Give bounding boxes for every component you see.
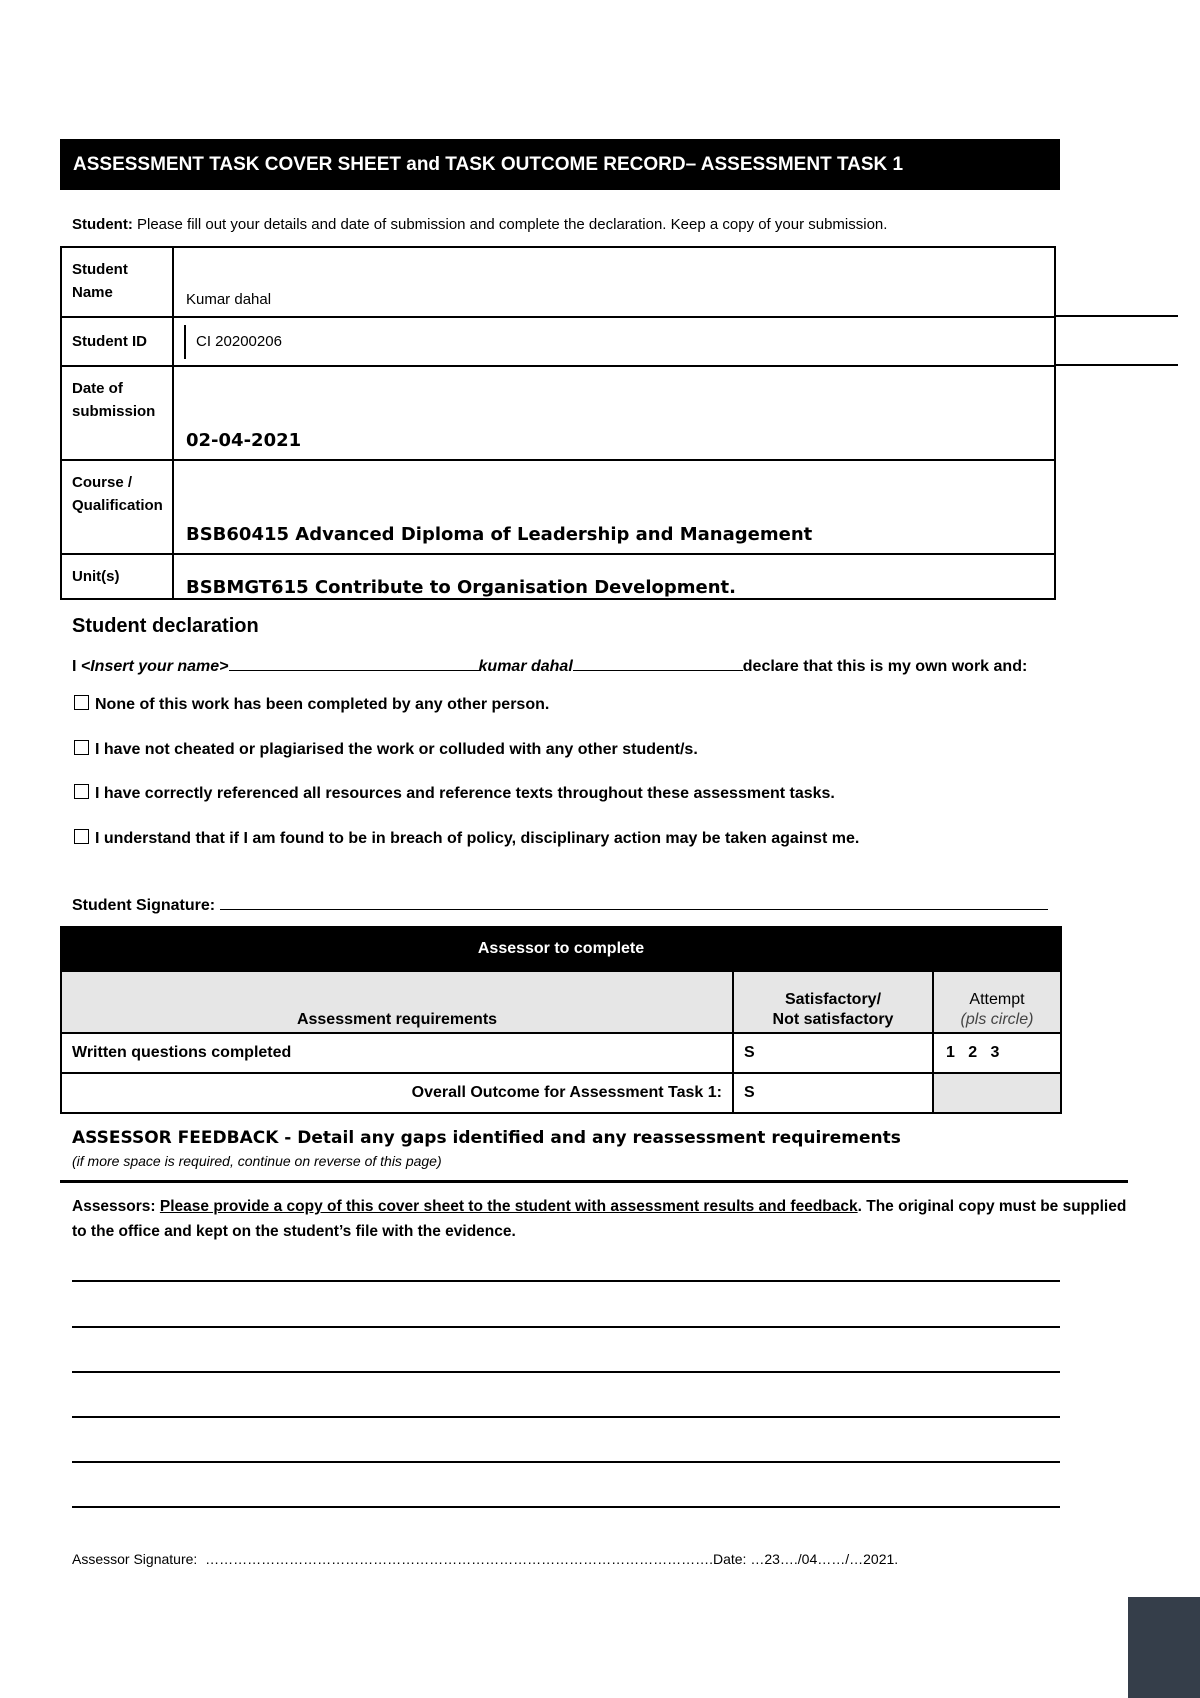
feedback-line[interactable] xyxy=(72,1461,1060,1463)
unit-label: Unit(s) xyxy=(61,554,173,599)
declaration-item-text: I have not cheated or plagiarised the work or colluded with any other student/s. xyxy=(95,741,698,758)
declaration-item xyxy=(74,829,859,848)
course-row xyxy=(61,460,1055,554)
declaration-item xyxy=(74,695,549,714)
student-signature xyxy=(72,895,1048,915)
student-name-field[interactable]: Kumar dahal xyxy=(173,247,1055,317)
student-name-label: Student Name xyxy=(61,247,173,317)
feedback-line[interactable] xyxy=(72,1280,1060,1282)
checkbox[interactable] xyxy=(74,784,89,799)
feedback-line[interactable] xyxy=(72,1416,1060,1418)
submission-date-row xyxy=(61,366,1055,460)
feedback-subheading: (if more space is required, continue on reverse of this page) xyxy=(72,1153,442,1169)
instruction-label: Student: xyxy=(72,216,133,233)
student-id-label: Student ID xyxy=(61,317,173,366)
row-attempt[interactable]: 1 2 3 xyxy=(933,1033,1061,1073)
col-attempt xyxy=(933,971,1061,1033)
name-underline-2 xyxy=(573,656,743,671)
course-field[interactable]: BSB60415 Advanced Diploma of Leadership and Management xyxy=(173,460,1055,554)
assessor-column-headers xyxy=(61,971,1061,1033)
feedback-line[interactable] xyxy=(72,1506,1060,1508)
row-overall-attempt xyxy=(933,1073,1061,1113)
col-attempt-line1: Attempt xyxy=(969,991,1025,1008)
submission-date-label: Date of submission xyxy=(61,366,173,460)
col-attempt-line2: (pls circle) xyxy=(960,1011,1034,1028)
declaration-item xyxy=(74,740,698,759)
assessor-signature-label: Assessor Signature: xyxy=(72,1551,198,1567)
declaration-line xyxy=(72,656,1027,676)
student-signature-line[interactable] xyxy=(220,895,1048,910)
assessors-note xyxy=(72,1194,1132,1244)
name-placeholder: <Insert your name> xyxy=(80,658,229,675)
checkbox[interactable] xyxy=(74,740,89,755)
assessors-underlined: Please provide a copy of this cover sheet to the student with assessment results and feedback xyxy=(159,1198,858,1215)
assessor-signature-date[interactable]: Date: …23…./04……/…2021. xyxy=(712,1551,899,1567)
submission-date-field[interactable]: 02-04-2021 xyxy=(173,366,1055,460)
declaration-heading: Student declaration xyxy=(72,615,259,637)
col-satisfactory-line2: Not satisfactory xyxy=(772,1011,894,1028)
unit-field[interactable]: BSBMGT615 Contribute to Organisation Development. xyxy=(173,554,1055,599)
name-underline xyxy=(229,656,479,671)
instruction-body: Please fill out your details and date of submission and complete the declaration. Keep a copy of your submission. xyxy=(132,216,888,233)
table-row xyxy=(61,1033,1061,1073)
col-satisfactory xyxy=(733,971,933,1033)
corner-block xyxy=(1128,1597,1200,1698)
declaration-item-text: I understand that if I am found to be in breach of policy, disciplinary action may be taken against me. xyxy=(95,830,860,847)
unit-row xyxy=(61,554,1055,599)
checkbox[interactable] xyxy=(74,695,89,710)
declaration-item xyxy=(74,784,835,803)
declaration-suffix: declare that this is my own work and: xyxy=(742,658,1028,675)
student-name-row xyxy=(61,247,1055,317)
row-written-result[interactable]: S xyxy=(733,1033,933,1073)
assessors-rest: . The original copy must be supplied to the office and kept on the student’s file with the evidence. xyxy=(72,1198,1127,1240)
extended-rule-top xyxy=(1056,315,1178,317)
assessor-table xyxy=(60,926,1062,1114)
assessor-signature-dots[interactable]: ………………………………………………………………………………………………. xyxy=(205,1551,713,1567)
student-id-row xyxy=(61,317,1055,366)
feedback-divider xyxy=(60,1180,1128,1183)
declaration-item-text: None of this work has been completed by any other person. xyxy=(95,696,550,713)
instruction-text xyxy=(72,216,887,233)
col-satisfactory-line1: Satisfactory/ xyxy=(784,991,882,1008)
student-signature-label: Student Signature: xyxy=(72,897,220,914)
checkbox[interactable] xyxy=(74,829,89,844)
declared-name[interactable]: kumar dahal xyxy=(478,658,573,675)
assessors-label: Assessors: xyxy=(72,1198,156,1215)
extended-rule-bottom xyxy=(1056,364,1178,366)
row-overall-result[interactable]: S xyxy=(733,1073,933,1113)
course-label: Course / Qualification xyxy=(61,460,173,554)
declaration-prefix: I xyxy=(72,658,81,675)
row-overall-outcome: Overall Outcome for Assessment Task 1: xyxy=(61,1073,733,1113)
feedback-line[interactable] xyxy=(72,1326,1060,1328)
assessor-table-header: Assessor to complete xyxy=(61,927,1061,971)
student-id-field[interactable]: CI 20200206 xyxy=(184,325,1054,359)
table-row xyxy=(61,1073,1061,1113)
declaration-item-text: I have correctly referenced all resources and reference texts throughout these assessment tasks. xyxy=(95,785,835,802)
feedback-line[interactable] xyxy=(72,1371,1060,1373)
col-requirements: Assessment requirements xyxy=(61,971,733,1033)
assessor-signature xyxy=(72,1551,898,1567)
student-info-table xyxy=(60,246,1056,600)
row-written-questions: Written questions completed xyxy=(61,1033,733,1073)
feedback-heading: ASSESSOR FEEDBACK - Detail any gaps identified and any reassessment requirements xyxy=(72,1128,901,1148)
page-title: ASSESSMENT TASK COVER SHEET and TASK OUTCOME RECORD– ASSESSMENT TASK 1 xyxy=(60,139,1060,190)
